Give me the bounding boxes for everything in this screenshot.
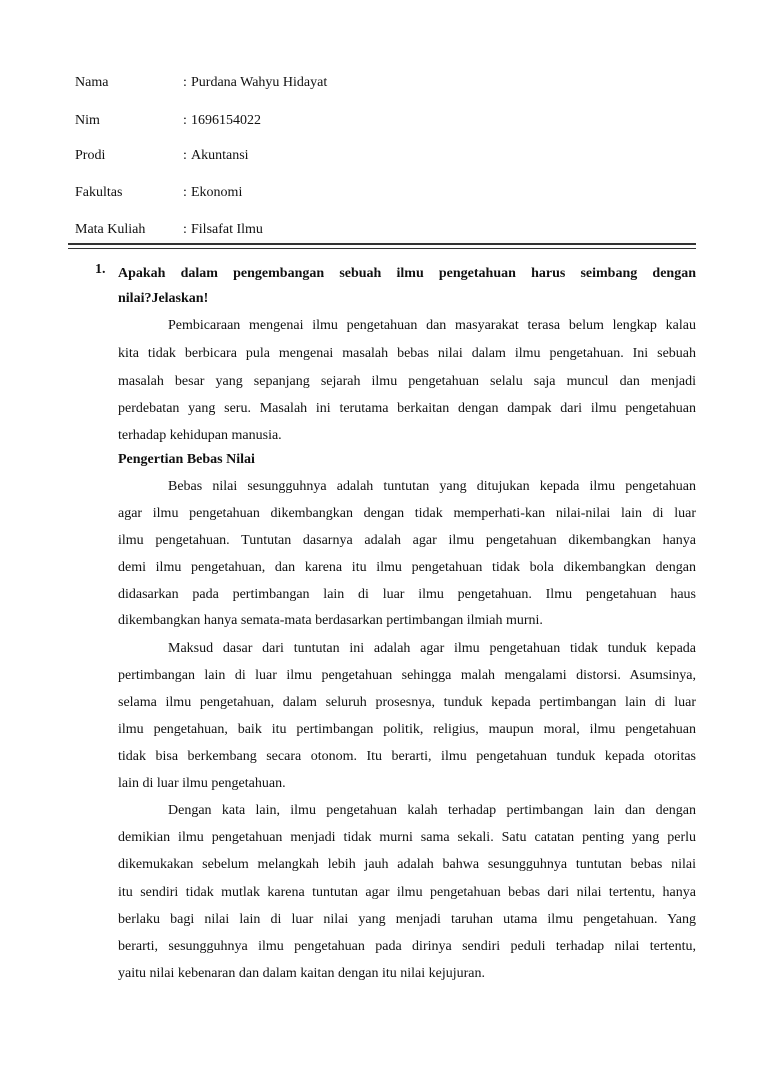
info-label: Mata Kuliah <box>75 222 146 237</box>
header-divider-thick <box>68 243 696 245</box>
p3-line: ilmu pengetahuan, baik itu pertimbangan politik, religius, maupun moral, ilmu pengetahuan <box>118 722 696 737</box>
p4-line: Dengan kata lain, ilmu pengetahuan kalah terhadap pertimbangan lain dan dengan <box>168 803 696 818</box>
info-value: Purdana Wahyu Hidayat <box>191 75 328 90</box>
p1-line: Pembicaraan mengenai ilmu pengetahuan dan masyarakat terasa belum lengkap kalau <box>168 318 696 333</box>
p2-line: ilmu pengetahuan. Tuntutan dasarnya adalah agar ilmu pengetahuan dikembangkan hanya <box>118 533 696 548</box>
info-value: Ekonomi <box>191 185 243 200</box>
p4-line: berarti, sesungguhnya ilmu pengetahuan pada dirinya sendiri peduli terhadap nilai tertentu, <box>118 939 696 954</box>
question-line-2: nilai?Jelaskan! <box>118 291 209 306</box>
info-row-nim <box>75 111 261 131</box>
question-line-1: Apakah dalam pengembangan sebuah ilmu pengetahuan harus seimbang dengan <box>118 266 696 281</box>
p4-line: yaitu nilai kebenaran dan dalam kaitan dengan itu nilai kejujuran. <box>118 966 485 981</box>
info-colon: : <box>183 75 187 90</box>
info-colon: : <box>183 113 187 128</box>
p4-line: berlaku bagi nilai lain di luar nilai yang menjadi taruhan utama ilmu pengetahuan. Yang <box>118 912 696 927</box>
info-value: Filsafat Ilmu <box>191 222 263 237</box>
info-colon: : <box>183 185 187 200</box>
header-divider-thin <box>68 248 696 249</box>
info-label: Prodi <box>75 148 106 163</box>
section-heading: Pengertian Bebas Nilai <box>118 452 255 467</box>
info-colon: : <box>183 148 187 163</box>
info-label: Nim <box>75 113 100 128</box>
p3-line: selama ilmu pengetahuan, dalam seluruh prosesnya, tunduk kepada pertimbangan lain di luar <box>118 695 696 710</box>
p1-line: perdebatan yang seru. Masalah ini terutama berkaitan dengan dampak dari ilmu pengetahuan <box>118 401 696 416</box>
info-row-prodi <box>75 146 249 166</box>
info-value: 1696154022 <box>191 113 261 128</box>
p4-line: itu sendiri tidak mutlak karena tuntutan agar ilmu pengetahuan bebas dari nilai tertentu, hanya <box>118 885 696 900</box>
p1-line: masalah besar yang sepanjang sejarah ilmu pengetahuan selalu saja muncul dan menjadi <box>118 374 696 389</box>
p1-line: kita tidak berbicara pula mengenai masalah bebas nilai dalam ilmu pengetahuan. Ini sebuah <box>118 346 696 361</box>
info-colon: : <box>183 222 187 237</box>
question-number: 1. <box>95 262 106 277</box>
info-row-fakultas <box>75 183 242 203</box>
p4-line: dikemukakan sebelum melangkah lebih jauh adalah bahwa sesungguhnya tuntutan bebas nilai <box>118 857 696 872</box>
p3-line: Maksud dasar dari tuntutan ini adalah agar ilmu pengetahuan tidak tunduk kepada <box>168 641 696 656</box>
info-value: Akuntansi <box>191 148 249 163</box>
p3-line: tidak bisa berkembang secara otonom. Itu berarti, ilmu pengetahuan tunduk kepada otoritas <box>118 749 696 764</box>
p2-line: didasarkan pada pertimbangan lain di luar ilmu pengetahuan. Ilmu pengetahuan haus <box>118 587 696 602</box>
p2-line: Bebas nilai sesungguhnya adalah tuntutan yang ditujukan kepada ilmu pengetahuan <box>168 479 696 494</box>
p2-line: demi ilmu pengetahuan, dan karena itu ilmu pengetahuan tidak bola dikembangkan dengan <box>118 560 696 575</box>
p3-line: pertimbangan lain di luar ilmu pengetahuan sehingga malah mengalami distorsi. Asumsinya, <box>118 668 696 683</box>
p4-line: demikian ilmu pengetahuan menjadi tidak murni sama sekali. Satu catatan penting yang perlu <box>118 830 696 845</box>
p2-line: dikembangkan hanya semata-mata berdasarkan pertimbangan ilmiah murni. <box>118 613 543 628</box>
info-label: Fakultas <box>75 185 123 200</box>
info-row-mata-kuliah <box>75 220 263 240</box>
info-label: Nama <box>75 75 109 90</box>
p1-line: terhadap kehidupan manusia. <box>118 428 282 443</box>
p3-line: lain di luar ilmu pengetahuan. <box>118 776 286 791</box>
info-row-nama <box>75 73 327 93</box>
p2-line: agar ilmu pengetahuan dikembangkan dengan tidak memperhati-kan nilai-nilai lain di luar <box>118 506 696 521</box>
